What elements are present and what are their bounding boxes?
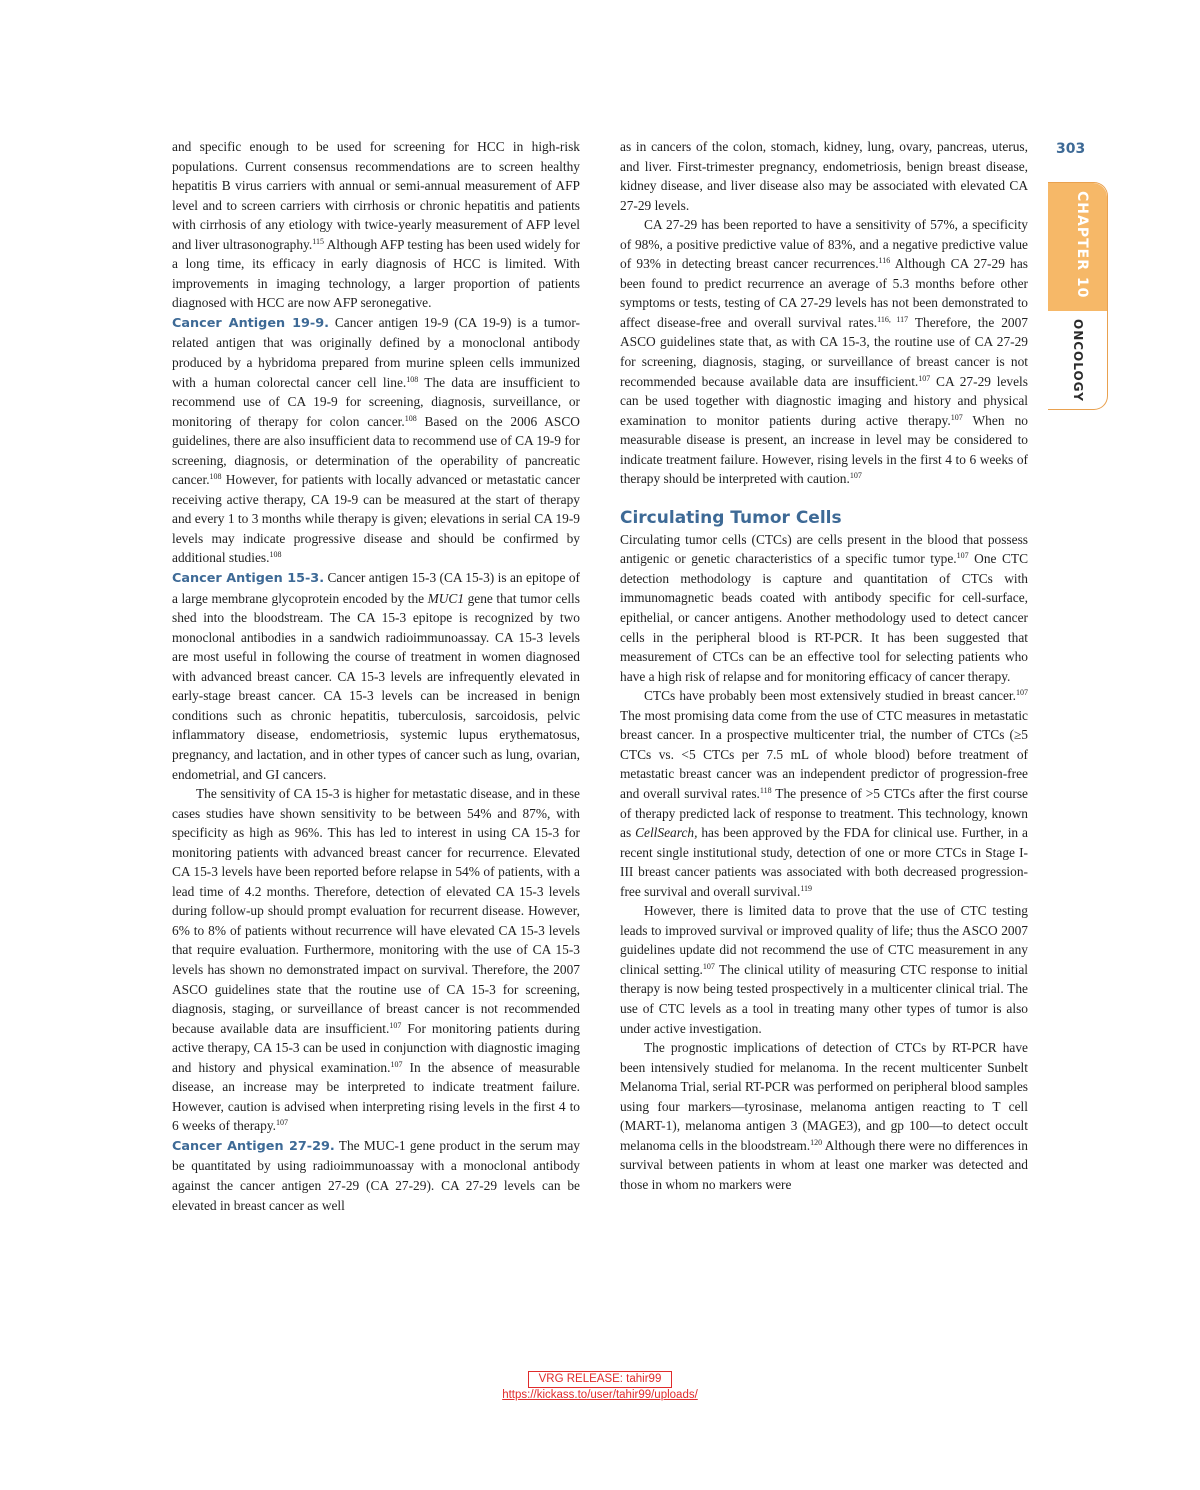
paragraph-hcc-screening: and specific enough to be used for screening for HCC in high-risk populations. Current consensus recommendations are to screen healthy hepatitis B virus carriers with annual or semi-annual measurement of AFP level and to screen carriers with cirrhosis or chronic hepatitis and patients with cirrhosis of any etiology with twice-yearly measurement of AFP level and liver ultrasonography.$^{115}$ Although AFP testing has been used widely for a long time, its efficacy in early diagnosis of HCC is limited. With improvements in imaging technology, a larger proportion of patients diagnosed with HCC are now AFP seronegative.: [172, 139, 580, 311]
paragraph-ctc-melanoma: The prognostic implications of detection of CTCs by RT-PCR have been intensively studied for melanoma. In the recent multicenter Sunbelt Melanoma Trial, serial RT-PCR was performed on peripheral blood samples using four markers—tyrosinase, melanoma antigen reacting to T cell (MART-1), melanoma antigen 3 (MAGE3), and gp 100—to detect occult melanoma cells in the bloodstream.$^{120}$ Although there were no differences in survival between patients in whom at least one marker was detected and those in whom no markers were: [620, 1040, 1028, 1192]
paragraph-ctc-breast: CTCs have probably been most extensively studied in breast cancer.$^{107}$ The most promising data come from the use of CTC measures in metastatic breast cancer. In a prospective multicenter trial, the number of CTCs (≥5 CTCs vs. <5 CTCs per 7.5 mL of whole blood) before treatment of metastatic breast cancer was an independent predictor of progression-free and overall survival rates.$^{118}$ The presence of >5 CTCs after the first course of therapy predicted lack of response to treatment. This technology, known as CellSearch, has been approved by the FDA for clinical use. Further, in a recent single institutional study, detection of one or more CTCs in Stage I-III breast cancer patients was associated with both decreased progression-free survival and overall survival.$^{119}$: [620, 688, 1028, 899]
subheading-ca-15-3: Cancer Antigen 15-3.: [172, 571, 325, 587]
section-heading-ctc: Circulating Tumor Cells: [620, 507, 842, 528]
paragraph-ca-15-3: Cancer Antigen 15-3. Cancer antigen 15-3 (CA 15-3) is an epitope of a large membrane glycoprotein encoded by the MUC1 gene that tumor cells shed into the bloodstream. The CA 15-3 epitope is recognized by two monoclonal antibodies in a sandwich radioimmunoassay. CA 15-3 levels are most useful in following the course of treatment in women diagnosed with advanced breast cancer. CA 15-3 levels are infrequently elevated in early-stage breast cancer. CA 15-3 levels can be increased in benign conditions such as chronic hepatitis, tuberculosis, sarcoidosis, pelvic inflammatory disease, endometriosis, systemic lupus erythematosus, pregnancy, and lactation, and in other types of cancer such as lung, ovarian, endometrial, and GI cancers.: [172, 570, 580, 782]
release-label: VRG RELEASE: tahir99: [528, 1371, 673, 1388]
release-footer: [498, 1371, 702, 1403]
subheading-ca-27-29: Cancer Antigen 27-29.: [172, 1138, 335, 1154]
paragraph-ctc-limits: However, there is limited data to prove that the use of CTC testing leads to improved survival or improved quality of life; thus the ASCO 2007 guidelines update did not recommend the use of CTC measurement in any clinical setting.$^{107}$ The clinical utility of measuring CTC response to initial therapy is now being tested prospectively in a multicenter clinical trial. The use of CTC levels as a tool in treating many other types of tumor is also under active investigation.: [620, 903, 1028, 1036]
subheading-ca-19-9: Cancer Antigen 19-9.: [172, 315, 329, 331]
paragraph-ca-27-29-sensitivity: CA 27-29 has been reported to have a sensitivity of 57%, a specificity of 98%, a positive predictive value of 83%, and a negative predictive value of 93% in detecting breast cancer recurrences.$^{116}$ Although CA 27-29 has been found to predict recurrence an average of 5.3 months before other symptoms or tests, testing of CA 27-29 levels has not been demonstrated to affect disease-free and overall survival rates.$^{116, 117}$ Therefore, the 2007 ASCO guidelines state that, as with CA 15-3, the routine use of CA 27-29 for screening, diagnosis, staging, or surveillance of breast cancer is not recommended because available data are insufficient.$^{107}$ CA 27-29 levels can be used together with diagnostic imaging and history and physical examination to monitor patients during active therapy.$^{107}$ When no measurable disease is present, an increase in level may be considered to indicate treatment failure. However, rising levels in the first 4 to 6 weeks of therapy should be interpreted with caution.$^{107}$: [620, 217, 1028, 487]
right-column: [620, 137, 1028, 1194]
paragraph-ca-27-29-cont: as in cancers of the colon, stomach, kidney, lung, ovary, pancreas, uterus, and liver. First-trimester pregnancy, endometriosis, benign breast disease, kidney disease, and liver disease also may be associated with elevated CA 27-29 levels.: [620, 139, 1028, 213]
chapter-label: CHAPTER 10: [1074, 191, 1090, 299]
section-label: ONCOLOGY: [1071, 319, 1085, 402]
paragraph-ca-19-9: Cancer Antigen 19-9. Cancer antigen 19-9 (CA 19-9) is a tumor-related antigen that was originally defined by a monoclonal antibody produced by a hybridoma prepared from murine spleen cells immunized with a human colorectal cancer cell line.$^{108}$ The data are insufficient to recommend use of CA 19-9 for screening, diagnosis, surveillance, or monitoring of therapy for colon cancer.$^{108}$ Based on the 2006 ASCO guidelines, there are also insufficient data to recommend use of CA 19-9 for screening, diagnosis, or determination of the operability of pancreatic cancer.$^{108}$ However, for patients with locally advanced or metastatic cancer receiving active therapy, CA 19-9 can be measured at the start of therapy and every 1 to 3 months while therapy is given; elevations in serial CA 19-9 levels may indicate progressive disease and should be confirmed by additional studies.$^{108}$: [172, 314, 581, 566]
chapter-tab: [1048, 182, 1108, 410]
left-column: [172, 137, 580, 1215]
uploads-link[interactable]: https://kickass.to/user/tahir99/uploads/: [502, 1389, 698, 1401]
paragraph-ctc-intro: Circulating tumor cells (CTCs) are cells present in the blood that possess antigenic or genetic characteristics of a specific tumor type.$^{107}$ One CTC detection methodology is capture and quantitation of CTCs with immunomagnetic beads coated with antibody specific for cell-surface, epithelial, or cancer antigens. Another methodology used to detect cancer cells in the peripheral blood is RT-PCR. It has been suggested that measurement of CTCs can be an effective tool for selecting patients who have a high risk of relapse and for monitoring efficacy of cancer therapy.: [620, 531, 1029, 684]
page-number: 303: [1056, 141, 1086, 157]
paragraph-ca-27-29: Cancer Antigen 27-29. The MUC-1 gene product in the serum may be quantitated by using radioimmunoassay with a monoclonal antibody against the cancer antigen 27-29 (CA 27-29). CA 27-29 levels can be elevated in breast cancer as well: [172, 1137, 580, 1213]
paragraph-ca-15-3-sensitivity: The sensitivity of CA 15-3 is higher for metastatic disease, and in these cases studies have shown sensitivity to be between 54% and 87%, with specificity as high as 96%. This has led to interest in using CA 15-3 for monitoring patients with advanced breast cancer for recurrence. Elevated CA 15-3 levels have been reported before relapse in 54% of patients, with a lead time of 4.2 months. Therefore, detection of elevated CA 15-3 levels during follow-up should prompt evaluation for recurrent disease. However, 6% to 8% of patients without recurrence will have elevated CA 15-3 levels that require evaluation. Furthermore, monitoring with the use of CA 15-3 levels has shown no demonstrated impact on survival. Therefore, the 2007 ASCO guidelines state that the routine use of CA 15-3 for screening, diagnosis, staging, or surveillance of breast cancer is not recommended because available data are insufficient.$^{107}$ For monitoring patients during active therapy, CA 15-3 can be used in conjunction with diagnostic imaging and history and physical examination.$^{107}$ In the absence of measurable disease, an increase may be interpreted to indicate treatment failure. However, caution is advised when interpreting rising levels in the first 4 to 6 weeks of therapy.$^{107}$: [172, 786, 580, 1134]
